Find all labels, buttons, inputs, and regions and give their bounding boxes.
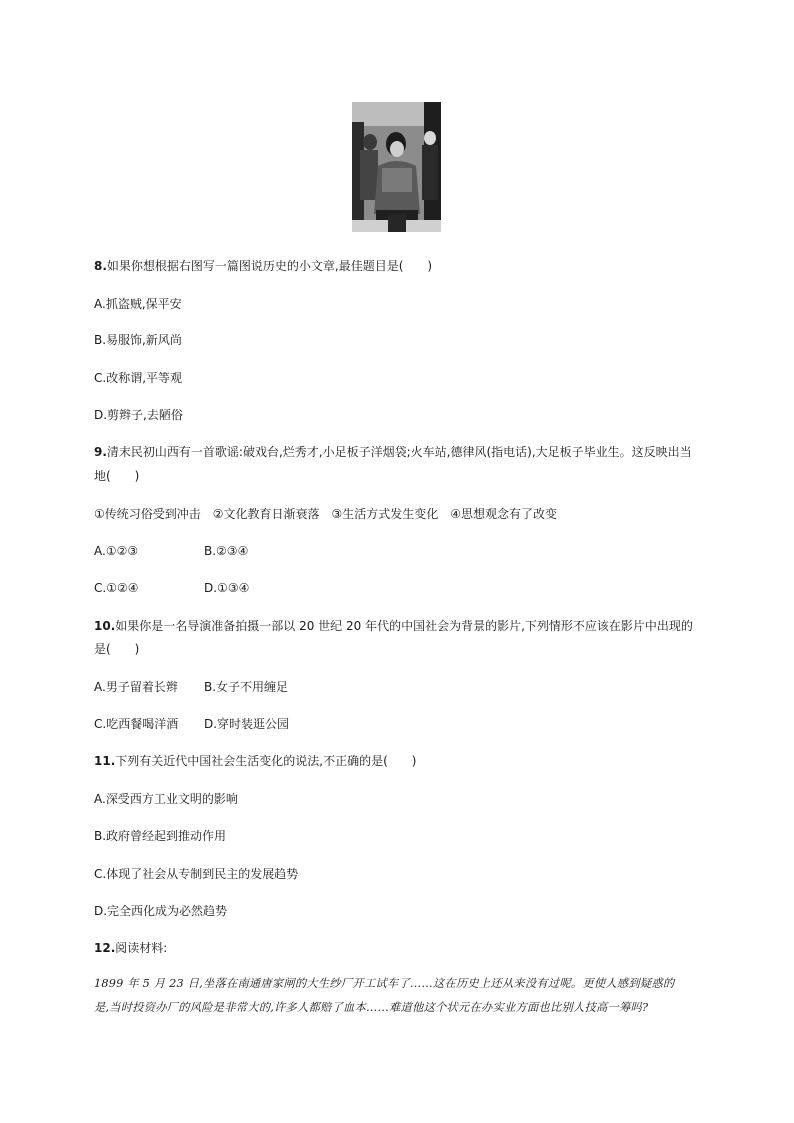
- q11-stem: [94, 753, 416, 769]
- q11-option-b: B.政府曾经起到推动作用: [94, 829, 227, 843]
- q9-option-a: A.①②③: [94, 544, 139, 558]
- q10-stem-text: 如果你是一名导演准备拍摄一部以 20 世纪 20 年代的中国社会为背景的影片,下列情形不应该在影片中出现的: [115, 619, 693, 633]
- q11-option-d: D.完全西化成为必然趋势: [94, 904, 228, 918]
- q8-stem: [94, 258, 432, 274]
- q9-number: 9.: [94, 445, 107, 459]
- q10-option-b: B.女子不用缠足: [204, 680, 289, 694]
- q12-number: 12.: [94, 941, 116, 955]
- q10-option-d: D.穿时装逛公园: [204, 717, 290, 731]
- q10-stem-line2: 是( ): [94, 642, 140, 656]
- q12-stem: [94, 940, 167, 956]
- q8-number: 8.: [94, 259, 107, 273]
- q11-number: 11.: [94, 754, 116, 768]
- q9-options-row2: [94, 580, 250, 596]
- q8-option-a: A.抓盗贼,保平安: [94, 297, 182, 311]
- q12-material-line1: 1899 年 5 月 23 日,坐落在南通唐家闸的大生纱厂开工试车了……这在历史上还从来没有过呢。更使人感到疑惑的: [94, 977, 675, 990]
- q11-option-a: A.深受西方工业文明的影响: [94, 792, 238, 806]
- q10-option-c: C.吃西餐喝洋酒: [94, 717, 179, 731]
- q10-options-row2: [94, 716, 290, 732]
- q10-options-row1: [94, 679, 289, 695]
- q9-statements: ①传统习俗受到冲击 ②文化教育日渐衰落 ③生活方式发生变化 ④思想观念有了改变: [94, 507, 558, 521]
- q9-stem: [94, 444, 692, 460]
- q9-option-d: D.①③④: [204, 581, 250, 595]
- q9-option-b: B.②③④: [204, 544, 249, 558]
- historical-photo: [352, 102, 441, 232]
- q9-stem-text: 清末民初山西有一首歌谣:破戏台,烂秀才,小足板子洋烟袋;火车站,德律风(指电话),大足板子毕业生。这反映出当: [106, 445, 692, 459]
- q9-option-c: C.①②④: [94, 581, 139, 595]
- historical-photo-graphic: [352, 102, 441, 232]
- q8-option-d: D.剪辫子,去陋俗: [94, 408, 183, 422]
- q12-stem-text: 阅读材料:: [115, 941, 168, 955]
- q11-stem-text: 下列有关近代中国社会生活变化的说法,不正确的是( ): [115, 754, 417, 768]
- q10-option-a: A.男子留着长辫: [94, 680, 178, 694]
- q10-number: 10.: [94, 619, 116, 633]
- q12-material-line2: 是,当时投资办厂的风险是非常大的,许多人都赔了血本……难道他这个状元在办实业方面也比别人技高一筹吗?: [94, 1001, 649, 1014]
- q8-option-c: C.改称谓,平等观: [94, 371, 183, 385]
- q9-options-row1: [94, 543, 249, 559]
- q11-option-c: C.体现了社会从专制到民主的发展趋势: [94, 867, 299, 881]
- q8-option-b: B.易服饰,新风尚: [94, 333, 182, 347]
- q10-stem: [94, 618, 693, 634]
- q8-stem-text: 如果你想根据右图写一篇图说历史的小文章,最佳题目是( ): [106, 259, 433, 273]
- q9-stem-line2: 地( ): [94, 469, 140, 483]
